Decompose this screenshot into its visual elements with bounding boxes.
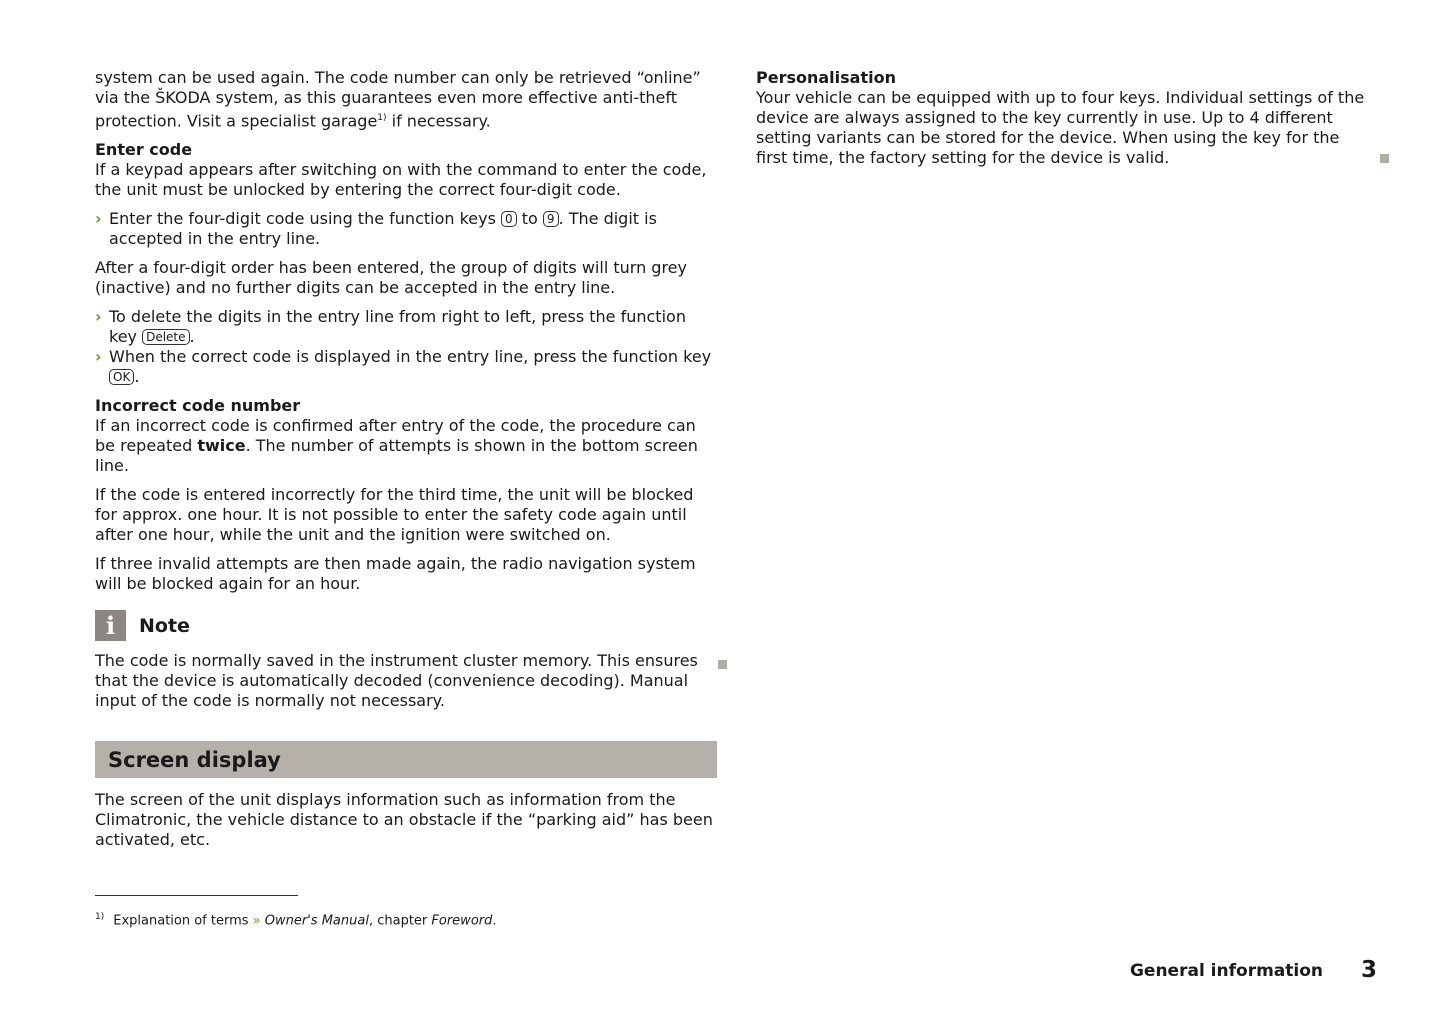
incorrect-paragraph-1: If an incorrect code is confirmed after entry of the code, the procedure can be repeated twice. The number of attempts is shown in the bottom screen line. (95, 416, 698, 476)
footnote-divider (95, 895, 298, 896)
enter-code-heading: Enter code (95, 140, 193, 160)
incorrect-paragraph-2: If the code is entered incorrectly for the third time, the unit will be blocked for approx. one hour. It is not possible to enter the safety code again until after one hour, while the unit and the ignition were switched on. (95, 485, 694, 545)
list-item: › To delete the digits in the entry line from right to left, press the function key Delete . (95, 307, 686, 347)
chevron-right-icon: › (95, 209, 102, 229)
page-number: 3 (1360, 957, 1377, 983)
incorrect-code-heading: Incorrect code number (95, 396, 301, 416)
four-digit-paragraph: After a four-digit order has been entered, the group of digits will turn grey (inactive) and no further digits can be accepted in the entry line. (95, 258, 687, 298)
note-header (95, 610, 717, 641)
list-item: › Enter the four-digit code using the function keys 0 to 9 . The digit is accepted in the entry line. (95, 209, 657, 249)
left-column (95, 68, 717, 859)
intro-paragraph: system can be used again. The code number can only be retrieved “online” via the ŠKODA system, as this guarantees even more effective anti-theft protection. Visit a specialist garage$^{1)}$ if necessary. (95, 68, 701, 131)
chevron-right-icon: › (95, 347, 102, 367)
right-column (756, 68, 1371, 177)
key-ok: OK (109, 369, 134, 385)
screen-display-paragraph: The screen of the unit displays information such as information from the Climatronic, the vehicle distance to an obstacle if the “parking aid” has been activated, etc. (95, 790, 713, 850)
key-0: 0 (501, 211, 517, 227)
key-9: 9 (543, 211, 559, 227)
info-icon: i (95, 610, 126, 641)
personalisation-paragraph: Your vehicle can be equipped with up to four keys. Individual settings of the device are always assigned to the key currently in use. Up to 4 different setting variants can be stored for the device. When using the key for the first time, the factory setting for the device is valid. (756, 88, 1365, 167)
list-item: › When the correct code is displayed in the entry line, press the function key OK . (95, 347, 712, 387)
chevron-right-icon: › (95, 307, 102, 327)
footer-section-label: General information (1129, 961, 1323, 981)
incorrect-paragraph-3: If three invalid attempts are then made again, the radio navigation system will be blocked again for an hour. (95, 554, 696, 594)
enter-code-paragraph: If a keypad appears after switching on with the command to enter the code, the unit must be unlocked by entering the correct four-digit code. (95, 160, 707, 200)
footnote: $^{1)}$ Explanation of terms » Owner's Manual, chapter Foreword. (95, 912, 497, 929)
manual-reference[interactable]: Owner's Manual (260, 913, 369, 929)
section-end-marker (1380, 154, 1389, 163)
reference-arrow-icon: » (252, 913, 261, 929)
note-text: The code is normally saved in the instrument cluster memory. This ensures that the device is automatically decoded (convenience decoding). Manual input of the code is normally not necessary. (95, 651, 698, 711)
footnote-ref[interactable]: 1) (377, 113, 387, 123)
section-end-marker (718, 660, 727, 669)
key-delete: Delete (142, 329, 189, 345)
section-title-screen-display: Screen display (95, 741, 717, 778)
chapter-reference[interactable]: Foreword (431, 913, 493, 929)
personalisation-heading: Personalisation (756, 68, 896, 87)
note-title: Note (139, 614, 190, 637)
